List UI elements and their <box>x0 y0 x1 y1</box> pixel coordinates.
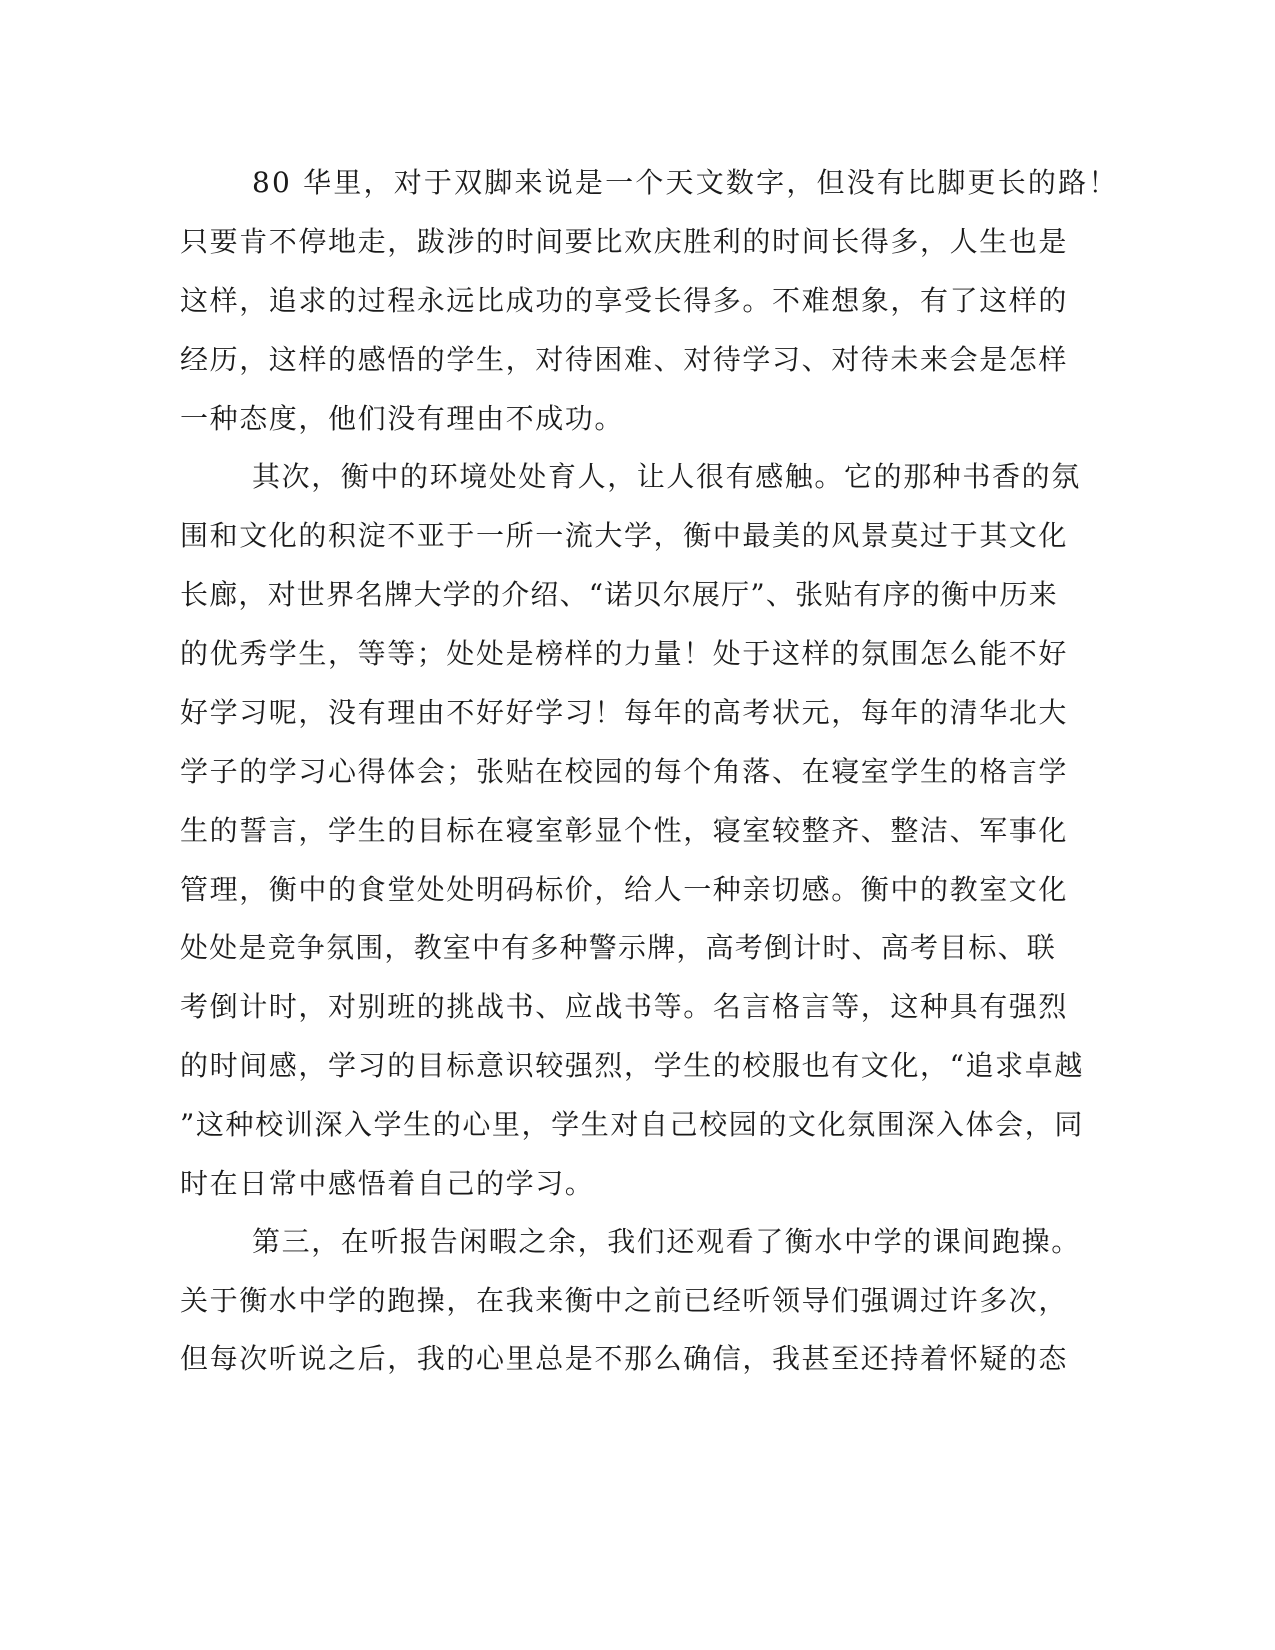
text-line <box>0 212 1275 272</box>
text-line <box>0 447 1275 507</box>
line-text: 学子的学习心得体会；张贴在校园的每个角落、在寝室学生的格言学 <box>180 755 1069 788</box>
text-line <box>0 330 1275 390</box>
text-line <box>0 742 1275 802</box>
text-line <box>0 801 1275 861</box>
text-line <box>0 1036 1275 1096</box>
line-text: 经历，这样的感悟的学生，对待困难、对待学习、对待未来会是怎样 <box>180 343 1069 376</box>
line-text: 但每次听说之后，我的心里总是不那么确信，我甚至还持着怀疑的态 <box>180 1342 1069 1375</box>
line-text: 关于衡水中学的跑操，在我来衡中之前已经听领导们强调过许多次， <box>180 1284 1069 1317</box>
text-line <box>0 1154 1275 1214</box>
text-line <box>0 1095 1275 1155</box>
line-text: 的优秀学生，等等；处处是榜样的力量！处于这样的氛围怎么能不好 <box>180 637 1069 670</box>
line-text: 时在日常中感悟着自己的学习。 <box>180 1167 595 1200</box>
line-text: 长廊，对世界名牌大学的介绍、“诺贝尔展厅”、张贴有序的衡中历来 <box>180 578 1058 611</box>
text-line <box>0 271 1275 331</box>
line-text: 一种态度，他们没有理由不成功。 <box>180 402 625 435</box>
text-line <box>0 389 1275 449</box>
text-line <box>0 1271 1275 1331</box>
line-text: 其次，衡中的环境处处育人，让人很有感触。它的那种书香的氛 <box>252 460 1081 493</box>
line-text: 这样，追求的过程永远比成功的享受长得多。不难想象，有了这样的 <box>180 284 1069 317</box>
text-line <box>0 506 1275 566</box>
line-text: 生的誓言，学生的目标在寝室彰显个性，寝室较整齐、整洁、军事化 <box>180 814 1069 847</box>
line-text: 80 华里，对于双脚来说是一个天文数字，但没有比脚更长的路！ <box>252 166 1119 199</box>
line-text: 处处是竞争氛围，教室中有多种警示牌，高考倒计时、高考目标、联 <box>180 931 1057 964</box>
text-line <box>0 565 1275 625</box>
text-line <box>0 1329 1275 1389</box>
line-text: 只要肯不停地走，跋涉的时间要比欢庆胜利的时间长得多，人生也是 <box>180 225 1069 258</box>
text-line <box>0 683 1275 743</box>
text-line <box>0 153 1275 213</box>
line-text: 第三，在听报告闲暇之余，我们还观看了衡水中学的课间跑操。 <box>252 1225 1081 1258</box>
text-line <box>0 1212 1275 1272</box>
text-line <box>0 977 1275 1037</box>
text-line <box>0 860 1275 920</box>
line-text: 管理，衡中的食堂处处明码标价，给人一种亲切感。衡中的教室文化 <box>180 873 1069 906</box>
line-text: 好学习呢，没有理由不好好学习！每年的高考状元，每年的清华北大 <box>180 696 1069 729</box>
line-text: 的时间感，学习的目标意识较强烈，学生的校服也有文化，“追求卓越 <box>180 1049 1084 1082</box>
line-text: 围和文化的积淀不亚于一所一流大学，衡中最美的风景莫过于其文化 <box>180 519 1069 552</box>
text-line <box>0 624 1275 684</box>
line-text: ”这种校训深入学生的心里，学生对自己校园的文化氛围深入体会，同 <box>180 1108 1084 1141</box>
text-line <box>0 918 1275 978</box>
line-text: 考倒计时，对别班的挑战书、应战书等。名言格言等，这种具有强烈 <box>180 990 1069 1023</box>
